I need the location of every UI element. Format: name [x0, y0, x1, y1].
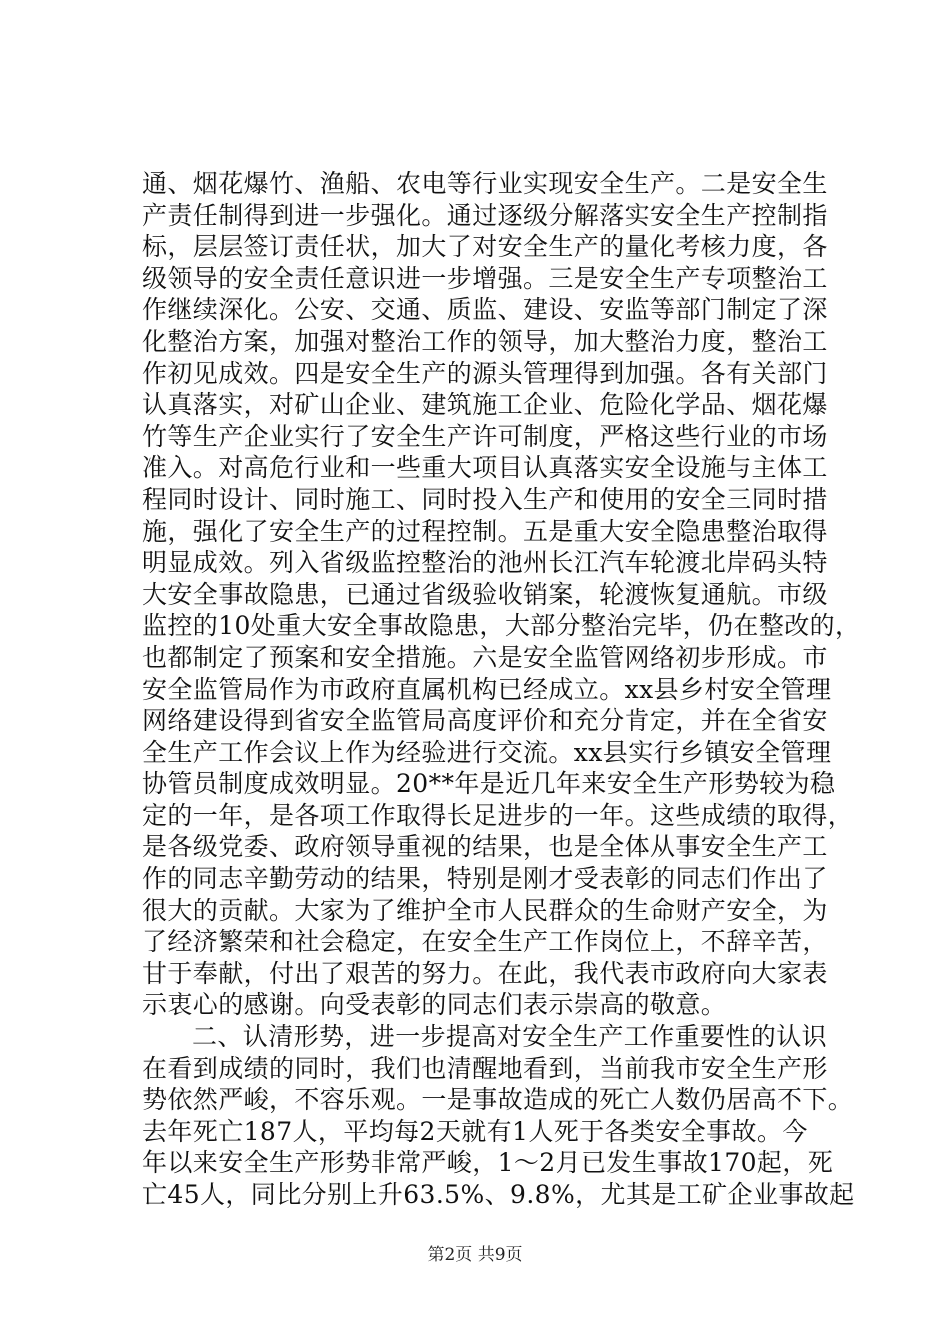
page-number: 第2页 共9页: [427, 1245, 523, 1265]
text-line: 在看到成绩的同时，我们也清醒地看到，当前我市安全生产形: [142, 1053, 828, 1083]
text-line: 也都制定了预案和安全措施。六是安全监管网络初步形成。市: [142, 642, 828, 672]
text-line: 大安全事故隐患，已通过省级验收销案，轮渡恢复通航。市级: [142, 579, 828, 609]
text-line: 明显成效。列入省级监控整治的池州长江汽车轮渡北岸码头特: [142, 548, 828, 578]
text-line: 作继续深化。公安、交通、质监、建设、安监等部门制定了深: [142, 295, 828, 325]
text-line: 程同时设计、同时施工、同时投入生产和使用的安全三同时措: [142, 484, 828, 514]
text-line: 级领导的安全责任意识进一步增强。三是安全生产专项整治工: [142, 263, 828, 293]
text-line: 了经济繁荣和社会稳定，在安全生产工作岗位上，不辞辛苦，: [142, 927, 828, 957]
text-line: 监控的10处重大安全事故隐患，大部分整治完毕，仍在整改的，: [142, 611, 861, 641]
text-line: 作的同志辛勤劳动的结果，特别是刚才受表彰的同志们作出了: [142, 864, 828, 894]
text-line: 定的一年，是各项工作取得长足进步的一年。这些成绩的取得，: [142, 800, 854, 830]
text-line: 去年死亡187人，平均每2天就有1人死于各类安全事故。今: [142, 1116, 808, 1146]
text-line: 作初见成效。四是安全生产的源头管理得到加强。各有关部门: [142, 358, 828, 388]
text-line: 化整治方案，加强对整治工作的领导，加大整治力度，整治工: [142, 326, 828, 356]
text-line: 甘于奉献，付出了艰苦的努力。在此，我代表市政府向大家表: [142, 958, 828, 988]
text-line: 示衷心的感谢。向受表彰的同志们表示崇高的敬意。: [142, 990, 727, 1020]
text-line: 竹等生产企业实行了安全生产许可制度，严格这些行业的市场: [142, 421, 828, 451]
text-line: 通、烟花爆竹、渔船、农电等行业实现安全生产。二是安全生: [142, 169, 828, 198]
text-line: 施，强化了安全生产的过程控制。五是重大安全隐患整治取得: [142, 516, 828, 546]
text-line: 很大的贡献。大家为了维护全市人民群众的生命财产安全，为: [142, 895, 828, 925]
section-heading: 二、认清形势，进一步提高对安全生产工作重要性的认识: [192, 1022, 828, 1052]
text-line: 标，层层签订责任状，加大了对安全生产的量化考核力度，各: [142, 232, 828, 262]
text-line: 网络建设得到省安全监管局高度评价和充分肯定，并在全省安: [142, 706, 828, 736]
text-line: 亡45人，同比分别上升63.5%、9.8%，尤其是工矿企业事故起: [142, 1180, 855, 1209]
text-line: 是各级党委、政府领导重视的结果，也是全体从事安全生产工: [142, 832, 828, 862]
text-line: 全生产工作会议上作为经验进行交流。xx县实行乡镇安全管理: [142, 737, 832, 767]
text-line: 产责任制得到进一步强化。通过逐级分解落实安全生产控制指: [142, 200, 828, 230]
text-line: 准入。对高危行业和一些重大项目认真落实安全设施与主体工: [142, 453, 828, 483]
text-line: 安全监管局作为市政府直属机构已经成立。xx县乡村安全管理: [142, 674, 832, 704]
page-footer: [0, 1240, 950, 1265]
text-line: 势依然严峻，不容乐观。一是事故造成的死亡人数仍居高不下。: [142, 1085, 854, 1115]
body-text: [142, 168, 861, 1211]
text-line: 协管员制度成效明显。20**年是近几年来安全生产形势较为稳: [142, 769, 836, 799]
text-line: 年以来安全生产形势非常严峻，1～2月已发生事故170起，死: [142, 1148, 834, 1178]
text-line: 认真落实，对矿山企业、建筑施工企业、危险化学品、烟花爆: [142, 390, 828, 420]
